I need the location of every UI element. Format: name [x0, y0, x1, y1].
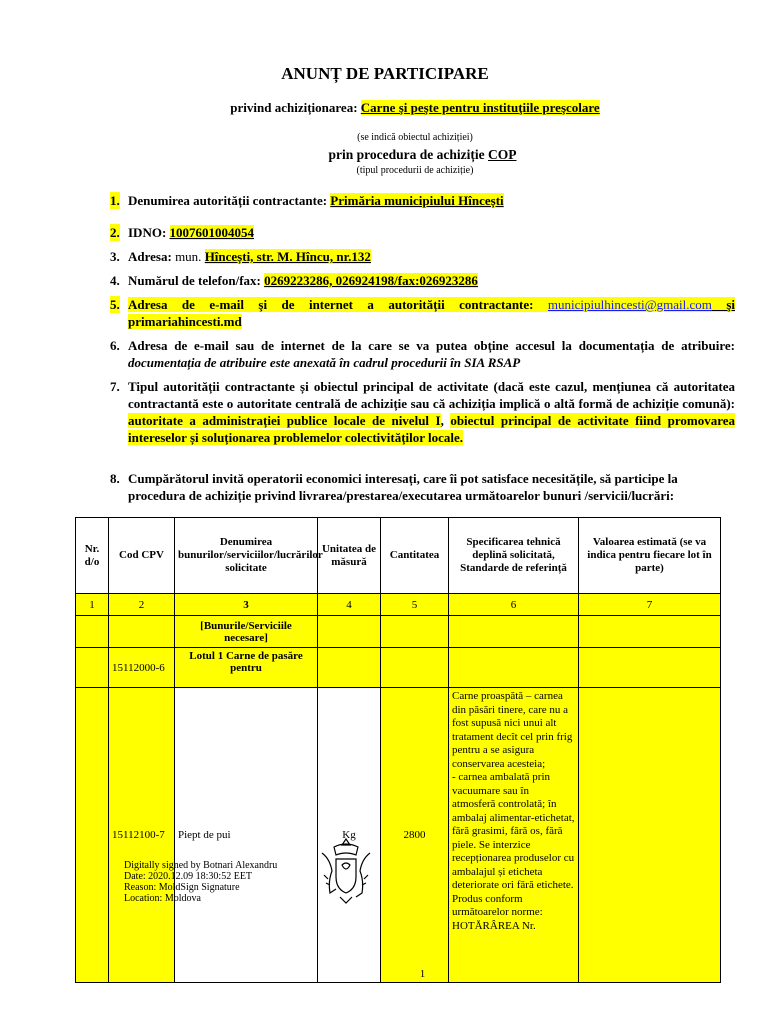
main-activity: obiectul principal de activitate fiind promovarea intereselor și soluționarea problemelor colectivităților locale.	[128, 413, 735, 445]
index-cell: 1	[76, 594, 109, 616]
address-value: Hîncești, str. M. Hîncu, nr.132	[204, 249, 371, 264]
item-7: 7. Tipul autorității contractante și obiectul principal de activitate (dacă este cazul, mențiunea că autoritatea contractantă este o autoritate centrală de achiziție sau că achiziția implică o altă formă de achiziție comună): autoritate a administrației publice locale de nivelul I, obiectul principal de activitate fiind promovarea intereselor și soluționarea problemelor colectivităților locale.	[110, 379, 735, 445]
col-header-name: Denumirea bunurilor/serviciilor/lucrărilor solicitate	[175, 518, 318, 594]
col-header-unit: Unitatea de măsură	[318, 518, 381, 594]
item-name: Piept de pui	[175, 688, 318, 983]
item-number: 3.	[110, 249, 120, 264]
subject-note: (se indică obiectul achiziției)	[357, 132, 473, 143]
procedure-label: prin procedura de achiziție	[328, 147, 488, 162]
moldova-coat-of-arms-icon	[318, 835, 374, 907]
spec-paragraph: Produs conform următoarelor norme: HOTĂRÂREA Nr.	[452, 892, 543, 932]
item-label: Denumirea autorității contractante:	[128, 193, 331, 208]
page-number: 1	[419, 968, 426, 980]
address-prefix: mun.	[175, 249, 205, 264]
subject-label: privind achiziționarea:	[230, 100, 361, 115]
index-cell: 2	[109, 594, 175, 616]
index-cell: 4	[318, 594, 381, 616]
item-label: Adresa de e-mail şi de internet a autorității contractante:	[128, 297, 548, 312]
website-value: primariahincesti.md	[128, 314, 242, 329]
item-label: Cumpărătorul invită operatorii economici interesați, care îi pot satisface necesitățile, să participe la procedura de achiziție privind livrarea/prestarea/executarea următoarelor bunuri /servicii/lucrări:	[128, 471, 678, 503]
item-number: 2.	[110, 225, 120, 240]
item-label: Adresa de e-mail sau de internet de la care se va putea obține accesul la documentația de atribuire:	[128, 338, 735, 353]
index-cell: 6	[449, 594, 579, 616]
authority-type: autoritate a administrației publice locale de nivelul I	[128, 413, 441, 428]
item-6	[110, 337, 735, 371]
connector: şi	[711, 297, 735, 312]
item-4	[110, 272, 735, 289]
lot-name: Lotul 1 Carne de pasăre pentru	[175, 648, 318, 688]
documentation-value: documentația de atribuire este anexată în cadrul procedurii în SIA RSAP	[128, 355, 521, 370]
table-lot-row	[76, 648, 721, 688]
col-header-cpv: Cod CPV	[109, 518, 175, 594]
item-number: 1.	[110, 193, 120, 208]
item-2	[110, 224, 735, 241]
signature-line: Digitally signed by Botnari Alexandru	[124, 860, 278, 871]
digital-signature	[124, 860, 277, 904]
item-qty: 2800	[381, 688, 449, 983]
email-link[interactable]: municipiulhincesti@gmail.com	[547, 297, 712, 312]
procurement-table	[75, 517, 721, 983]
item-label: Numărul de telefon/fax:	[128, 273, 265, 288]
table-row	[76, 688, 721, 983]
item-1	[110, 192, 735, 209]
item-value	[579, 688, 721, 983]
table-header-row	[76, 518, 721, 594]
item-number: 4.	[110, 273, 120, 288]
signature-line: Reason: MoldSign Signature	[124, 882, 240, 893]
col-header-qty: Cantitatea	[381, 518, 449, 594]
item-8	[110, 470, 735, 504]
item-5	[110, 296, 735, 330]
section-label: [Bunurile/Serviciile necesare]	[175, 616, 318, 648]
table-index-row	[76, 594, 721, 616]
doc-title: ANUNȚ DE PARTICIPARE	[281, 64, 489, 83]
item-number: 7.	[110, 379, 120, 394]
subject-value: Carne şi peşte pentru instituţiile preşcolare	[360, 100, 600, 115]
procedure-line	[0, 147, 770, 163]
authority-name: Primăria municipiului Hîncești	[330, 193, 504, 208]
item-label: Adresa:	[128, 249, 176, 264]
procedure-note: (tipul procedurii de achiziție)	[356, 165, 474, 176]
item-cpv: 15112100-7	[109, 688, 175, 983]
phone-value: 0269223286, 026924198/fax:026923286	[264, 273, 478, 288]
table-section-row	[76, 616, 721, 648]
col-header-value: Valoarea estimată (se va indica pentru fiecare lot în parte)	[579, 518, 721, 594]
signature-line: Date: 2020.12.09 18:30:52 EET	[124, 871, 253, 882]
index-cell: 5	[381, 594, 449, 616]
item-unit: Kg	[318, 688, 381, 983]
procedure-value: COP	[488, 147, 517, 162]
item-number: 5.	[110, 297, 120, 312]
item-label: Tipul autorității contractante și obiectul principal de activitate (dacă este cazul, mențiunea că autoritatea contractantă este o autoritate centrală de achiziție sau că achiziția implică o altă formă de achiziție comună):	[128, 379, 735, 411]
spec-paragraph: - carnea ambalată prin vacuumare sau în atmosferă controlată; în ambalaj alimentar-etichetat, fără grasimi, fără os, fără piele. Se interzice recepționarea produselor cu ambalajul și eticheta deteriorate ori fără etichete.	[452, 771, 575, 891]
col-header-nr: Nr. d/o	[76, 518, 109, 594]
spec-paragraph: Carne proaspătă – carnea din păsări tinere, care nu a fost supusă nici unui alt tratament decît cel prin frig pentru a se asigura conservarea acesteia;	[452, 690, 573, 770]
subject-line	[0, 100, 770, 116]
item-spec	[449, 688, 579, 983]
index-cell: 3	[175, 594, 318, 616]
item-number: 6.	[110, 338, 120, 353]
item-number: 8.	[110, 471, 120, 486]
item-label: IDNO:	[128, 225, 170, 240]
col-header-spec: Specificarea tehnică deplină solicitată, Standarde de referință	[449, 518, 579, 594]
signature-line: Location: Moldova	[124, 893, 201, 904]
idno-value: 1007601004054	[169, 225, 255, 240]
index-cell: 7	[579, 594, 721, 616]
lot-cpv: 15112000-6	[109, 648, 175, 688]
item-3	[110, 248, 735, 265]
